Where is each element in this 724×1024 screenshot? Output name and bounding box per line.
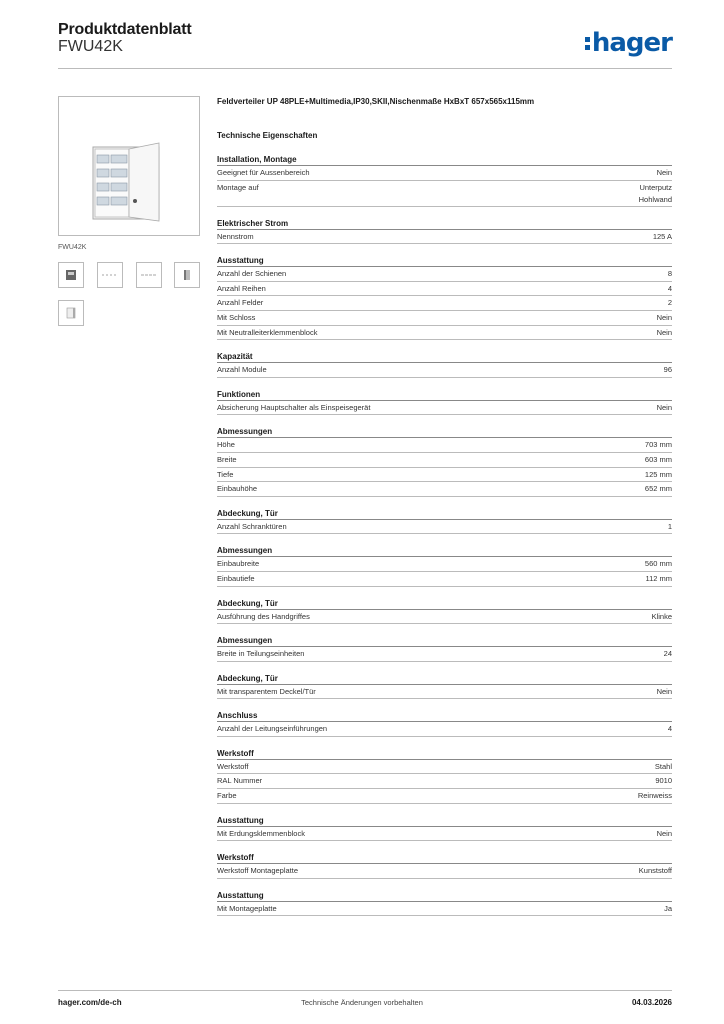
spec-label: Mit transparentem Deckel/Tür bbox=[217, 686, 316, 696]
spec-row bbox=[217, 520, 672, 535]
section-title: Funktionen bbox=[217, 388, 672, 401]
side-view-icon bbox=[180, 268, 194, 282]
spec-section bbox=[217, 851, 672, 879]
spec-label: Anzahl der Leitungseinführungen bbox=[217, 724, 328, 734]
spec-label: Tiefe bbox=[217, 469, 234, 479]
spec-section bbox=[217, 388, 672, 416]
spec-value: 125 A bbox=[652, 231, 672, 241]
spec-section bbox=[217, 350, 672, 378]
spec-row bbox=[217, 827, 672, 842]
thumbnail-3[interactable] bbox=[136, 262, 162, 288]
spec-label: Montage auf bbox=[217, 182, 259, 192]
footer-website-link[interactable]: hager.com/de-ch bbox=[58, 998, 122, 1007]
spec-value: 125 mm bbox=[644, 469, 672, 479]
spec-label: Absicherung Hauptschalter als Einspeisegerät bbox=[217, 402, 371, 412]
spec-row bbox=[217, 230, 672, 245]
hager-logo[interactable]: hager bbox=[585, 28, 672, 58]
spec-table bbox=[217, 153, 672, 926]
spec-label: Werkstoff Montageplatte bbox=[217, 866, 299, 876]
footer-note: Technische Änderungen vorbehalten bbox=[301, 998, 423, 1007]
spec-label: Anzahl Module bbox=[217, 365, 267, 375]
spec-label: Höhe bbox=[217, 440, 235, 450]
page-title: Produktdatenblatt bbox=[58, 21, 192, 38]
spec-label: Einbaubreite bbox=[217, 559, 260, 569]
spec-section bbox=[217, 672, 672, 700]
header-divider bbox=[58, 68, 672, 69]
spec-value: 8 bbox=[667, 269, 672, 279]
spec-value: 2 bbox=[667, 298, 672, 308]
thumbnail-2[interactable] bbox=[97, 262, 123, 288]
section-title: Installation, Montage bbox=[217, 153, 672, 166]
spec-value: Nein bbox=[656, 327, 672, 337]
spec-value: 112 mm bbox=[645, 573, 672, 583]
spec-value: 703 mm bbox=[644, 440, 672, 450]
spec-row bbox=[217, 363, 672, 378]
logo-dots-icon bbox=[585, 34, 590, 53]
section-title: Ausstattung bbox=[217, 254, 672, 267]
section-title: Werkstoff bbox=[217, 851, 672, 864]
spec-value-line: Unterputz bbox=[639, 182, 672, 192]
spec-label: Mit Montageplatte bbox=[217, 903, 277, 913]
spec-section bbox=[217, 507, 672, 535]
dimension-drawing-icon bbox=[101, 272, 119, 278]
product-image[interactable] bbox=[58, 96, 200, 236]
spec-value: Reinweiss bbox=[637, 791, 672, 801]
product-code: FWU42K bbox=[58, 38, 123, 55]
thumbnail-4[interactable] bbox=[174, 262, 200, 288]
spec-value-line: Hohlwand bbox=[638, 194, 672, 204]
spec-value: 652 mm bbox=[644, 484, 672, 494]
spec-row bbox=[217, 482, 672, 497]
spec-row bbox=[217, 902, 672, 917]
spec-label: Mit Neutralleiterklemmenblock bbox=[217, 327, 318, 337]
spec-section bbox=[217, 217, 672, 245]
spec-section bbox=[217, 814, 672, 842]
spec-label: Einbautiefe bbox=[217, 573, 255, 583]
spec-value: 9010 bbox=[655, 776, 672, 786]
spec-row bbox=[217, 267, 672, 282]
spec-value bbox=[639, 181, 672, 206]
spec-value: 96 bbox=[663, 365, 672, 375]
spec-row bbox=[217, 864, 672, 879]
spec-row bbox=[217, 166, 672, 181]
spec-label: Geeignet für Aussenbereich bbox=[217, 168, 310, 177]
spec-label: Anzahl Schranktüren bbox=[217, 521, 287, 531]
spec-section bbox=[217, 425, 672, 496]
spec-value: Nein bbox=[656, 168, 672, 177]
spec-row bbox=[217, 685, 672, 700]
spec-row bbox=[217, 760, 672, 775]
spec-value: Klinke bbox=[651, 611, 672, 621]
spec-row bbox=[217, 401, 672, 416]
section-title: Abmessungen bbox=[217, 544, 672, 557]
spec-section bbox=[217, 597, 672, 625]
spec-value: 560 mm bbox=[644, 559, 672, 569]
spec-row bbox=[217, 282, 672, 297]
spec-value: 24 bbox=[663, 649, 672, 659]
spec-row bbox=[217, 468, 672, 483]
spec-value: 4 bbox=[667, 724, 672, 734]
tech-properties-heading: Technische Eigenschaften bbox=[217, 131, 318, 140]
spec-label: RAL Nummer bbox=[217, 776, 263, 786]
spec-label: Breite bbox=[217, 454, 237, 464]
spec-row bbox=[217, 181, 672, 207]
section-title: Elektrischer Strom bbox=[217, 217, 672, 230]
spec-label: Nennstrom bbox=[217, 231, 254, 241]
spec-label: Einbauhöhe bbox=[217, 484, 258, 494]
spec-label: Mit Schloss bbox=[217, 312, 256, 322]
spec-value: Nein bbox=[656, 312, 672, 322]
spec-row bbox=[217, 326, 672, 341]
footer-date: 04.03.2026 bbox=[631, 998, 672, 1007]
spec-row bbox=[217, 311, 672, 326]
section-title: Abdeckung, Tür bbox=[217, 507, 672, 520]
spec-label: Werkstoff bbox=[217, 761, 249, 771]
spec-label: Mit Erdungsklemmenblock bbox=[217, 828, 305, 838]
dimension-drawing-icon bbox=[140, 272, 158, 278]
spec-row bbox=[217, 557, 672, 572]
spec-section bbox=[217, 709, 672, 737]
image-caption: FWU42K bbox=[58, 244, 87, 251]
spec-section bbox=[217, 634, 672, 662]
thumbnail-1[interactable] bbox=[58, 262, 84, 288]
spec-row bbox=[217, 572, 672, 587]
spec-row bbox=[217, 610, 672, 625]
section-title: Kapazität bbox=[217, 350, 672, 363]
spec-section bbox=[217, 889, 672, 917]
spec-section bbox=[217, 254, 672, 340]
spec-label: Anzahl Reihen bbox=[217, 283, 266, 293]
spec-value: Nein bbox=[656, 828, 672, 838]
section-title: Abmessungen bbox=[217, 634, 672, 647]
front-view-icon bbox=[64, 268, 78, 282]
footer-divider bbox=[58, 990, 672, 991]
spec-value: Nein bbox=[656, 402, 672, 412]
section-title: Abdeckung, Tür bbox=[217, 597, 672, 610]
spec-label: Farbe bbox=[217, 791, 237, 801]
spec-row bbox=[217, 296, 672, 311]
thumbnail-5[interactable] bbox=[58, 300, 84, 326]
spec-value: Kunststoff bbox=[638, 866, 672, 876]
spec-value: 1 bbox=[667, 521, 672, 531]
spec-section bbox=[217, 544, 672, 586]
distribution-board-icon bbox=[59, 97, 199, 235]
spec-value: Nein bbox=[656, 686, 672, 696]
spec-value: Ja bbox=[664, 903, 672, 913]
spec-label: Anzahl der Schienen bbox=[217, 269, 287, 279]
spec-label: Anzahl Felder bbox=[217, 298, 264, 308]
spec-label: Ausführung des Handgriffes bbox=[217, 611, 310, 621]
section-title: Abdeckung, Tür bbox=[217, 672, 672, 685]
spec-value: 4 bbox=[667, 283, 672, 293]
spec-value: 603 mm bbox=[644, 454, 672, 464]
section-title: Abmessungen bbox=[217, 425, 672, 438]
product-description: Feldverteiler UP 48PLE+Multimedia,IP30,SKII,Nischenmaße HxBxT 657x565x115mm bbox=[217, 97, 535, 106]
spec-row bbox=[217, 774, 672, 789]
spec-row bbox=[217, 789, 672, 804]
door-view-icon bbox=[64, 306, 78, 320]
section-title: Ausstattung bbox=[217, 889, 672, 902]
spec-section bbox=[217, 153, 672, 207]
spec-row bbox=[217, 647, 672, 662]
section-title: Werkstoff bbox=[217, 747, 672, 760]
spec-value: Stahl bbox=[654, 761, 672, 771]
section-title: Ausstattung bbox=[217, 814, 672, 827]
spec-label: Breite in Teilungseinheiten bbox=[217, 649, 305, 659]
spec-section bbox=[217, 747, 672, 804]
spec-row bbox=[217, 438, 672, 453]
spec-row bbox=[217, 453, 672, 468]
spec-row bbox=[217, 722, 672, 737]
section-title: Anschluss bbox=[217, 709, 672, 722]
